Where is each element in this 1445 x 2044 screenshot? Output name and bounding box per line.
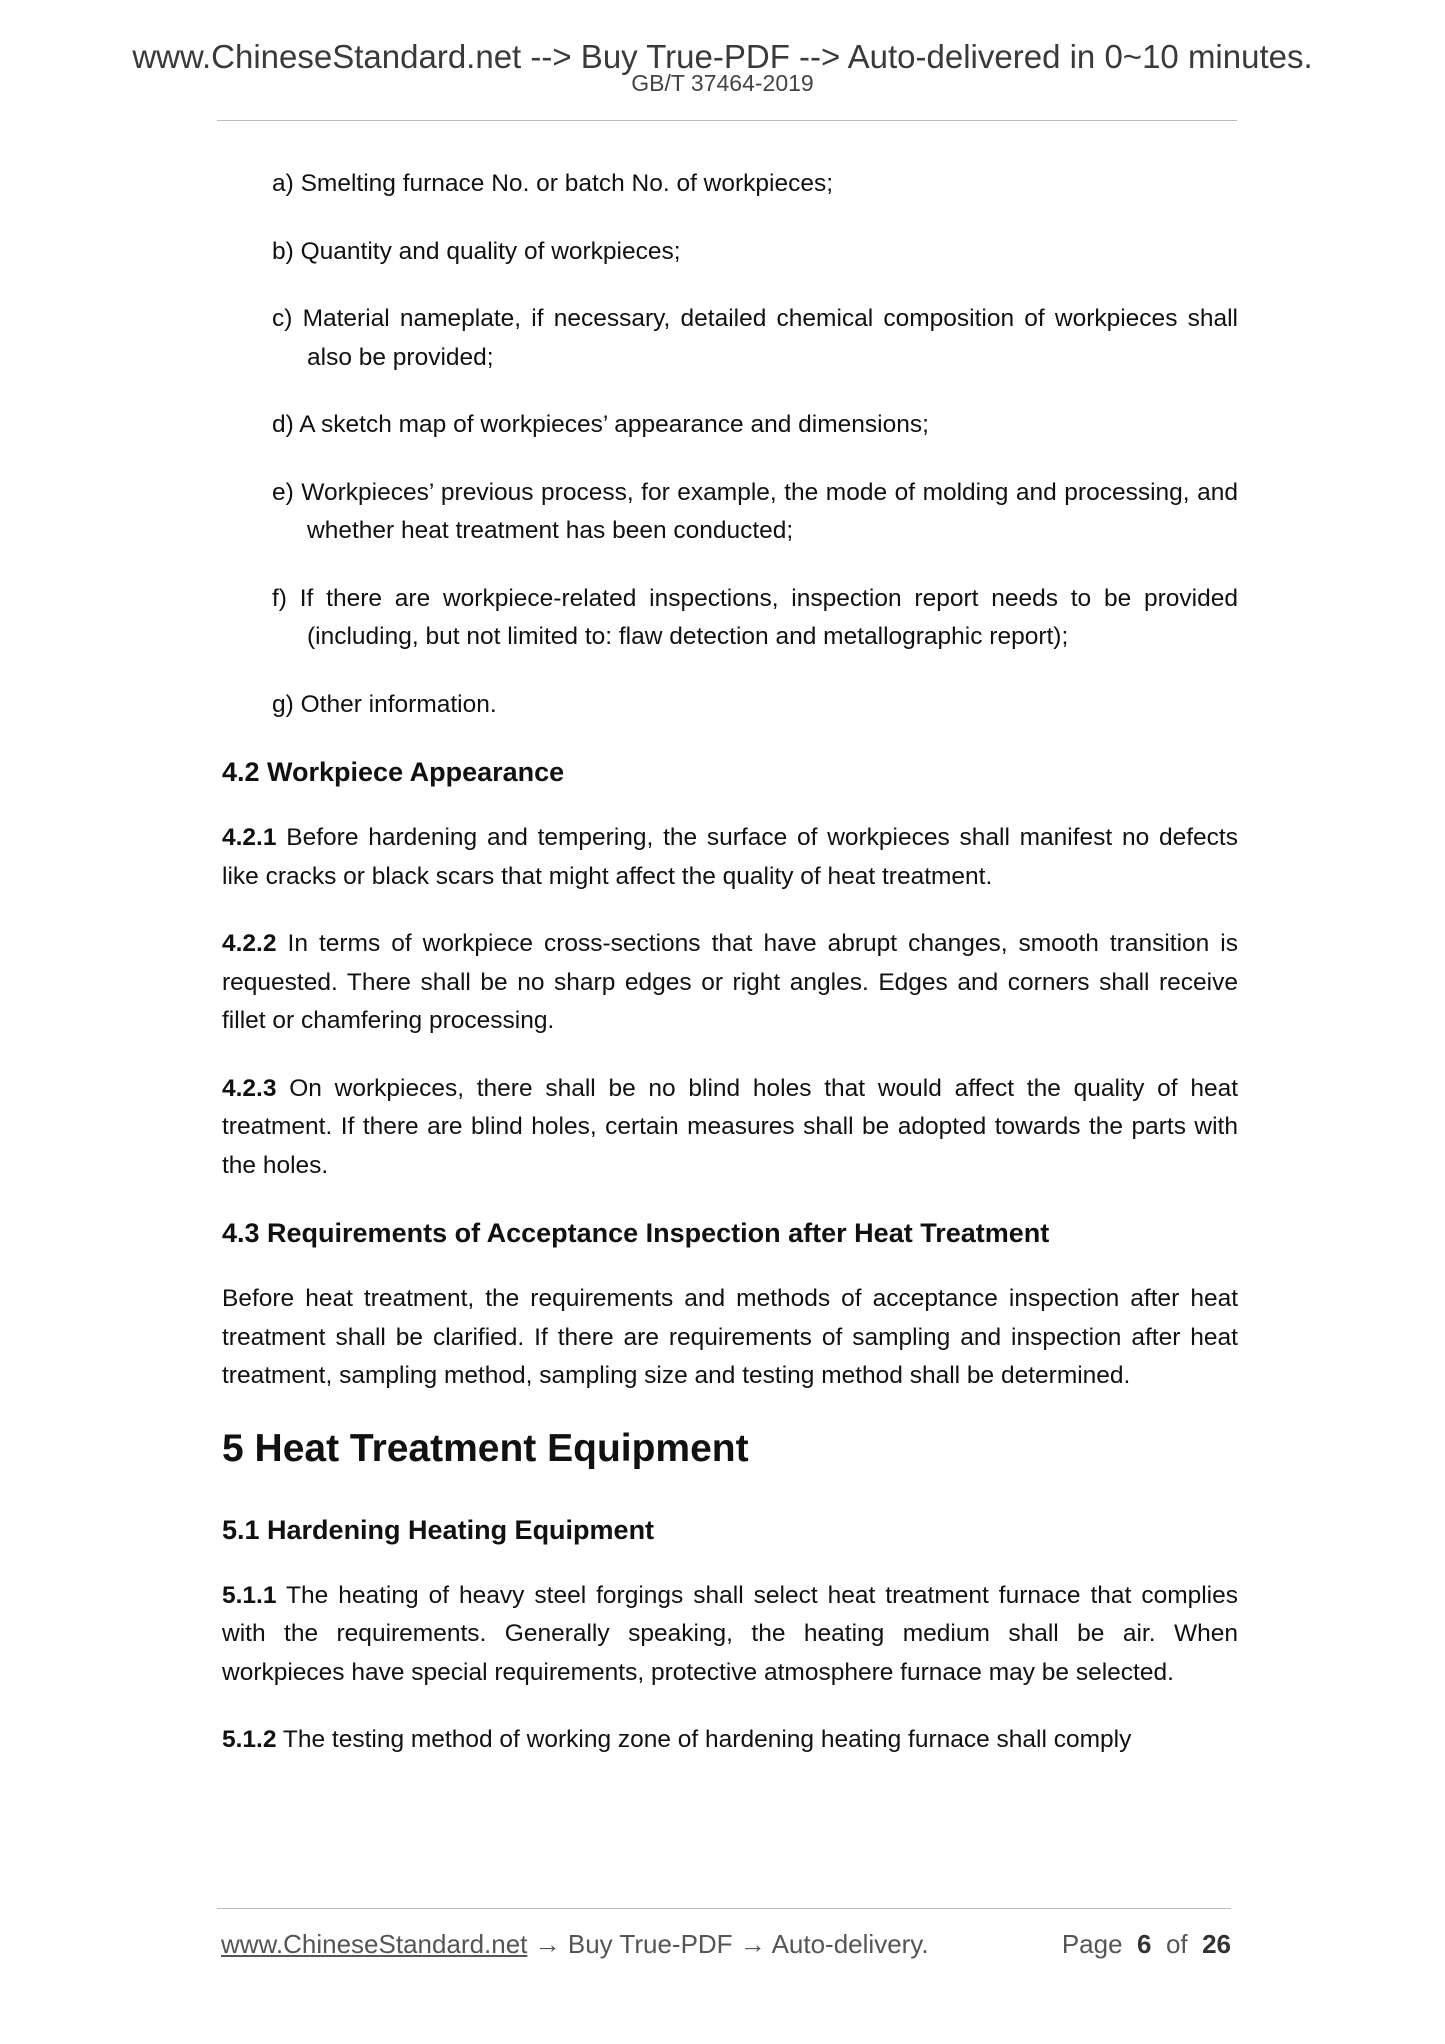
list-item: b) Quantity and quality of workpieces;: [272, 237, 681, 265]
chapter-heading-5: 5 Heat Treatment Equipment: [222, 1426, 749, 1470]
clause-4-2-3: [222, 1070, 1238, 1186]
footer-divider: [217, 1908, 1231, 1909]
clause-text: The heating of heavy steel forgings shall select heat treatment furnace that complies with the requirements. Generally speaking, the heating medium shall be air. When workpieces have special requirements, protective atmosphere furnace may be selected.: [222, 1581, 1238, 1686]
clause-5-1-1: [222, 1577, 1238, 1693]
page-content: [222, 165, 1238, 1789]
clause-number: 4.2.2: [222, 930, 277, 957]
page-footer: [221, 1927, 1231, 1961]
list-item: e) Workpieces’ previous process, for example, the mode of molding and processing, and whether heat treatment has been conducted;: [272, 478, 1238, 544]
footer-link[interactable]: www.ChineseStandard.net: [221, 1929, 528, 1959]
clause-number: 4.2.1: [222, 824, 277, 851]
document-number: GB/T 37464-2019: [631, 70, 814, 96]
section-heading-4-3: 4.3 Requirements of Acceptance Inspection after Heat Treatment: [222, 1218, 1050, 1248]
section-heading-5-1: 5.1 Hardening Heating Equipment: [222, 1514, 655, 1545]
list-item: f) If there are workpiece-related inspections, inspection report needs to be provided (including, but not limited to: flaw detection and metallographic report);: [272, 584, 1238, 650]
clause-5-1-2: [222, 1721, 1238, 1760]
clause-number: 5.1.1: [222, 1581, 277, 1609]
clause-number: 4.2.3: [222, 1074, 277, 1102]
clause-4-2-2: [222, 925, 1238, 1041]
list-item: c) Material nameplate, if necessary, detailed chemical composition of workpieces shall also be provided;: [272, 305, 1238, 371]
header-divider: [217, 120, 1237, 121]
clause-text: On workpieces, there shall be no blind holes that would affect the quality of heat treatment. If there are blind holes, certain measures shall be adopted towards the parts with the holes.: [222, 1074, 1238, 1179]
list-item: d) A sketch map of workpieces’ appearance and dimensions;: [272, 411, 929, 438]
list-item: g) Other information.: [272, 690, 497, 718]
page-label: Page: [1061, 1929, 1123, 1959]
section-heading-4-2: 4.2 Workpiece Appearance: [222, 757, 565, 787]
list-item: a) Smelting furnace No. or batch No. of workpieces;: [272, 170, 834, 197]
section-4-3-text: Before heat treatment, the requirements and methods of acceptance inspection after heat treatment shall be clarified. If there are requirements of sampling and inspection after heat treatment, sampling method, sampling size and testing method shall be determined.: [222, 1285, 1238, 1389]
clause-text: The testing method of working zone of hardening heating furnace shall comply: [276, 1726, 1132, 1753]
page-current: 6: [1137, 1929, 1152, 1959]
clause-4-2-1: [222, 819, 1238, 896]
footer-tagline: → Buy True-PDF → Auto-delivery.: [527, 1929, 929, 1959]
page-of: of: [1165, 1929, 1188, 1959]
page-indicator: [1062, 1927, 1231, 1961]
clause-text: Before hardening and tempering, the surface of workpieces shall manifest no defects like cracks or black scars that might affect the quality of heat treatment.: [222, 824, 1238, 890]
top-banner: www.ChineseStandard.net --> Buy True-PDF --> Auto-delivered in 0~10 minutes.: [132, 38, 1313, 75]
clause-number: 5.1.2: [222, 1726, 277, 1753]
clause-text: In terms of workpiece cross-sections that have abrupt changes, smooth transition is requested. There shall be no sharp edges or right angles. Edges and corners shall receive fillet or chamfering processing.: [222, 930, 1238, 1034]
page-total: 26: [1202, 1929, 1231, 1959]
